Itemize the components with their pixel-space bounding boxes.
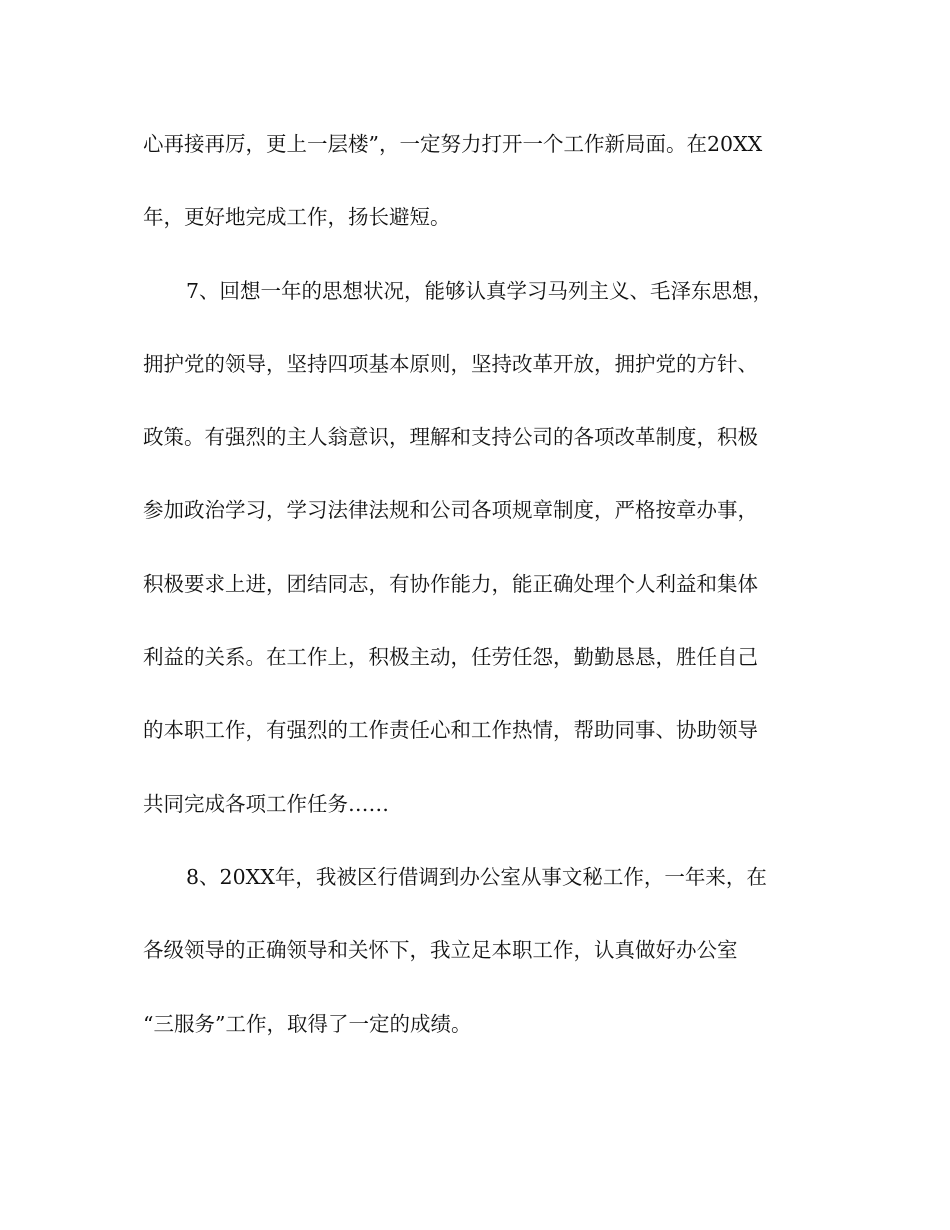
text-line: 各级领导的正确领导和关怀下，我立足本职工作，认真做好办公室	[143, 938, 738, 963]
text-line: 共同完成各项工作任务……	[143, 791, 389, 816]
text-line: 参加政治学习，学习法律法规和公司各项规章制度，严格按章办事，	[143, 498, 758, 523]
text-line: 利益的关系。在工作上，积极主动，任劳任怨，勤勤恳恳，胜任自己	[143, 645, 758, 670]
text-line: 拥护党的领导，坚持四项基本原则，坚持改革开放，拥护党的方针、	[143, 351, 758, 376]
text-line: 年，更好地完成工作，扬长避短。	[143, 205, 451, 230]
paragraph-start-line: 7、回想一年的思想状况，能够认真学习马列主义、毛泽东思想，	[186, 278, 774, 303]
text-line: 心再接再厉，更上一层楼”，一定努力打开一个工作新局面。在20XX	[143, 132, 763, 156]
document-body	[143, 122, 805, 1075]
text-line: 积极要求上进，团结同志，有协作能力，能正确处理个人利益和集体	[143, 571, 758, 596]
text-line: 政策。有强烈的主人翁意识，理解和支持公司的各项改革制度，积极	[143, 425, 758, 450]
text-line: “三服务”工作，取得了一定的成绩。	[143, 1011, 472, 1036]
paragraph-start-line: 8、20XX年，我被区行借调到办公室从事文秘工作，一年来，在	[186, 864, 767, 889]
text-line: 的本职工作，有强烈的工作责任心和工作热情，帮助同事、协助领导	[143, 718, 758, 743]
